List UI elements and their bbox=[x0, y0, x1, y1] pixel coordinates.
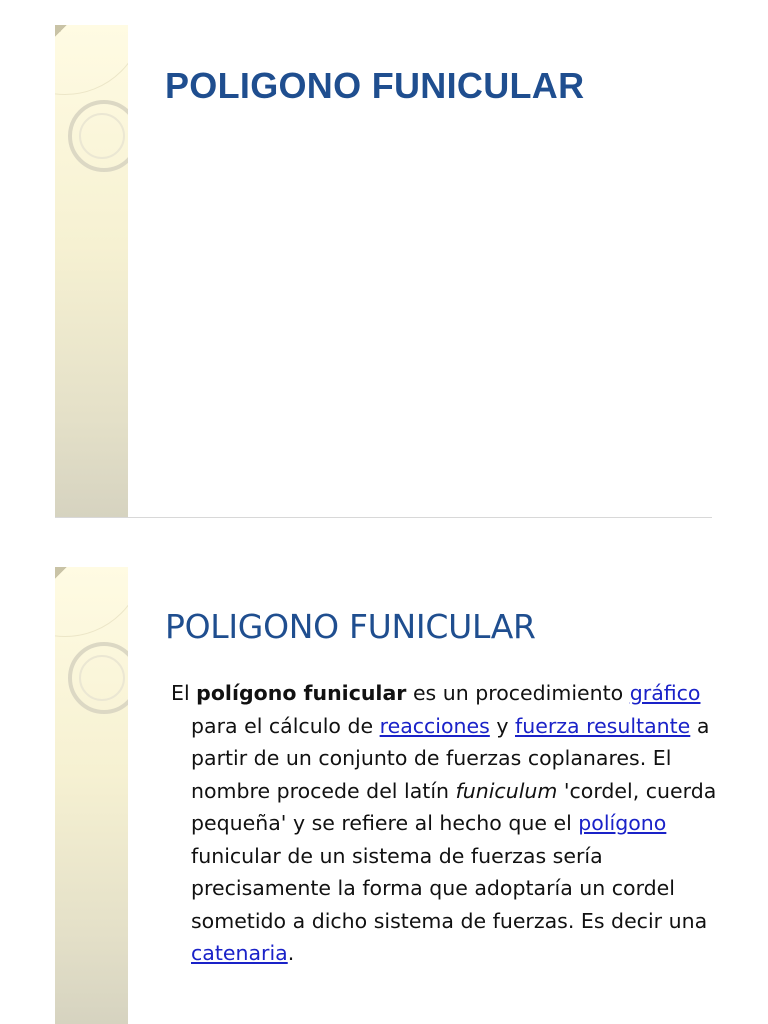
slide-decorative-sidebar bbox=[55, 25, 128, 517]
link-fuerza-resultante[interactable]: fuerza resultante bbox=[515, 713, 691, 738]
decorative-corner bbox=[55, 567, 67, 579]
italic-term: funiculum bbox=[455, 778, 558, 803]
link-poligono[interactable]: polígono bbox=[578, 811, 667, 835]
link-catenaria[interactable]: catenaria bbox=[191, 941, 288, 965]
text-run: . bbox=[287, 941, 295, 965]
text-run: es un procedimiento bbox=[406, 681, 630, 705]
text-run: a partir de un conjunto de fuerzas coplanares. El nombre procede del latín bbox=[191, 713, 710, 803]
text-run: para el cálculo de bbox=[191, 713, 380, 738]
slide-decorative-sidebar bbox=[55, 567, 128, 1024]
bold-term: polígono funicular bbox=[196, 681, 407, 705]
text-run: funicular de un sistema de fuerzas sería precisamente la forma que adoptaría un cordel sometido a dicho sistema de fuerzas. Es decir una bbox=[191, 843, 708, 933]
slide-title: POLIGONO FUNICULAR bbox=[165, 65, 585, 106]
decorative-ring-inner bbox=[79, 655, 125, 701]
slide-2 bbox=[55, 567, 717, 1024]
text-run: y bbox=[489, 713, 515, 738]
decorative-ring-inner bbox=[79, 113, 125, 159]
decorative-corner bbox=[55, 25, 67, 37]
text-run: El bbox=[171, 681, 197, 705]
link-grafico[interactable]: gráfico bbox=[629, 681, 701, 705]
slide-1 bbox=[55, 25, 712, 518]
slide-title: POLIGONO FUNICULAR bbox=[165, 607, 536, 646]
definition-paragraph bbox=[171, 677, 721, 970]
link-reacciones[interactable]: reacciones bbox=[379, 713, 490, 738]
text-run: 'cordel, cuerda pequeña' y se refiere al hecho que el bbox=[191, 778, 717, 835]
